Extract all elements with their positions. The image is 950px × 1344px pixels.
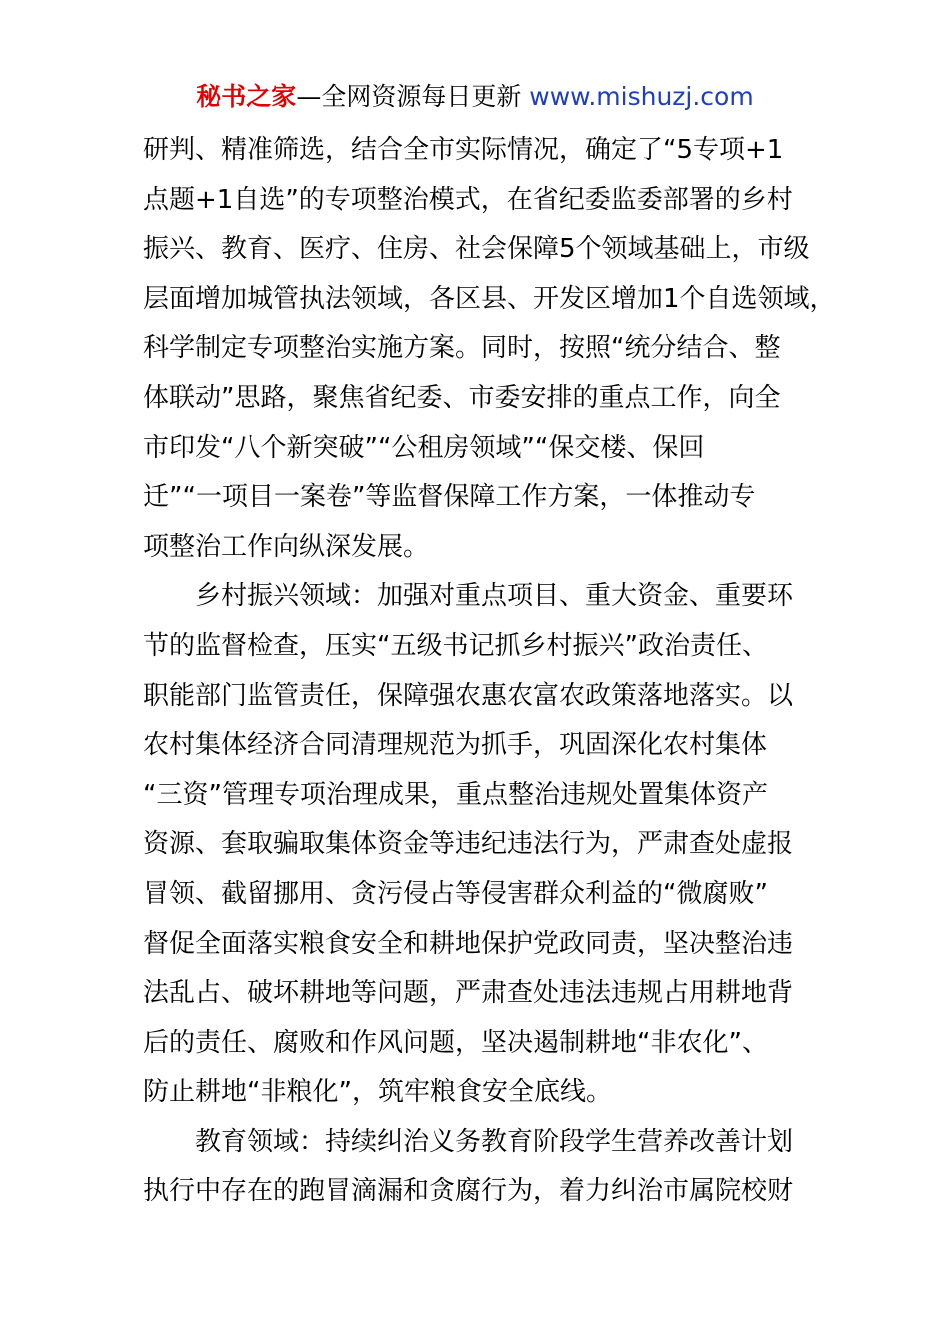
page-header [0, 80, 950, 114]
text-line: 后的责任、腐败和作风问题，坚决遏制耕地“非农化”、 [143, 1027, 768, 1058]
text-line: 振兴、教育、医疗、住房、社会保障5个领域基础上，市级 [143, 234, 810, 265]
text-line: 教育领域：持续纠治义务教育阶段学生营养改善计划 [143, 1126, 794, 1157]
text-line: 体联动”思路，聚焦省纪委、市委安排的重点工作，向全 [143, 382, 781, 413]
site-url[interactable]: www.mishuzj.com [529, 82, 754, 111]
text-line: 节的监督检查，压实“五级书记抓乡村振兴”政治责任、 [143, 630, 768, 661]
text-line: 市印发“八个新突破”“公租房领域”“保交楼、保回 [143, 432, 705, 463]
text-line: 督促全面落实粮食安全和耕地保护党政同责，坚决整治违 [143, 928, 794, 959]
text-line: “三资”管理专项治理成果，重点整治违规处置集体资产 [143, 779, 768, 810]
text-line: 研判、精准筛选，结合全市实际情况，确定了“5专项+1 [143, 135, 784, 165]
text-line: 执行中存在的跑冒滴漏和贪腐行为，着力纠治市属院校财 [143, 1176, 794, 1207]
site-brand: 秘书之家 [196, 82, 297, 111]
document-body [143, 126, 836, 1217]
text-line: 迁”“一项目一案卷”等监督保障工作方案，一体推动专 [143, 482, 756, 513]
text-line: 法乱占、破坏耕地等问题，严肃查处违法违规占用耕地背 [143, 978, 794, 1009]
text-line: 点题+1自选”的专项整治模式，在省纪委监委部署的乡村 [143, 184, 793, 215]
text-line: 科学制定专项整治实施方案。同时，按照“统分结合、整 [143, 333, 781, 364]
text-line: 冒领、截留挪用、贪污侵占等侵害群众利益的“微腐败” [143, 878, 768, 909]
text-line: 资源、套取骗取集体资金等违纪违法行为，严肃查处虚报 [143, 829, 794, 860]
text-line: 层面增加城管执法领域，各区县、开发区增加1个自选领域， [143, 283, 836, 314]
text-line: 项整治工作向纵深发展。 [143, 531, 430, 562]
site-tagline: —全网资源每日更新 [296, 82, 522, 111]
text-line: 防止耕地“非粮化”，筑牢粮食安全底线。 [143, 1077, 612, 1108]
text-line: 乡村振兴领域：加强对重点项目、重大资金、重要环 [143, 581, 794, 612]
text-line: 职能部门监管责任，保障强农惠农富农政策落地落实。以 [143, 680, 794, 711]
text-line: 农村集体经济合同清理规范为抓手，巩固深化农村集体 [143, 730, 768, 761]
